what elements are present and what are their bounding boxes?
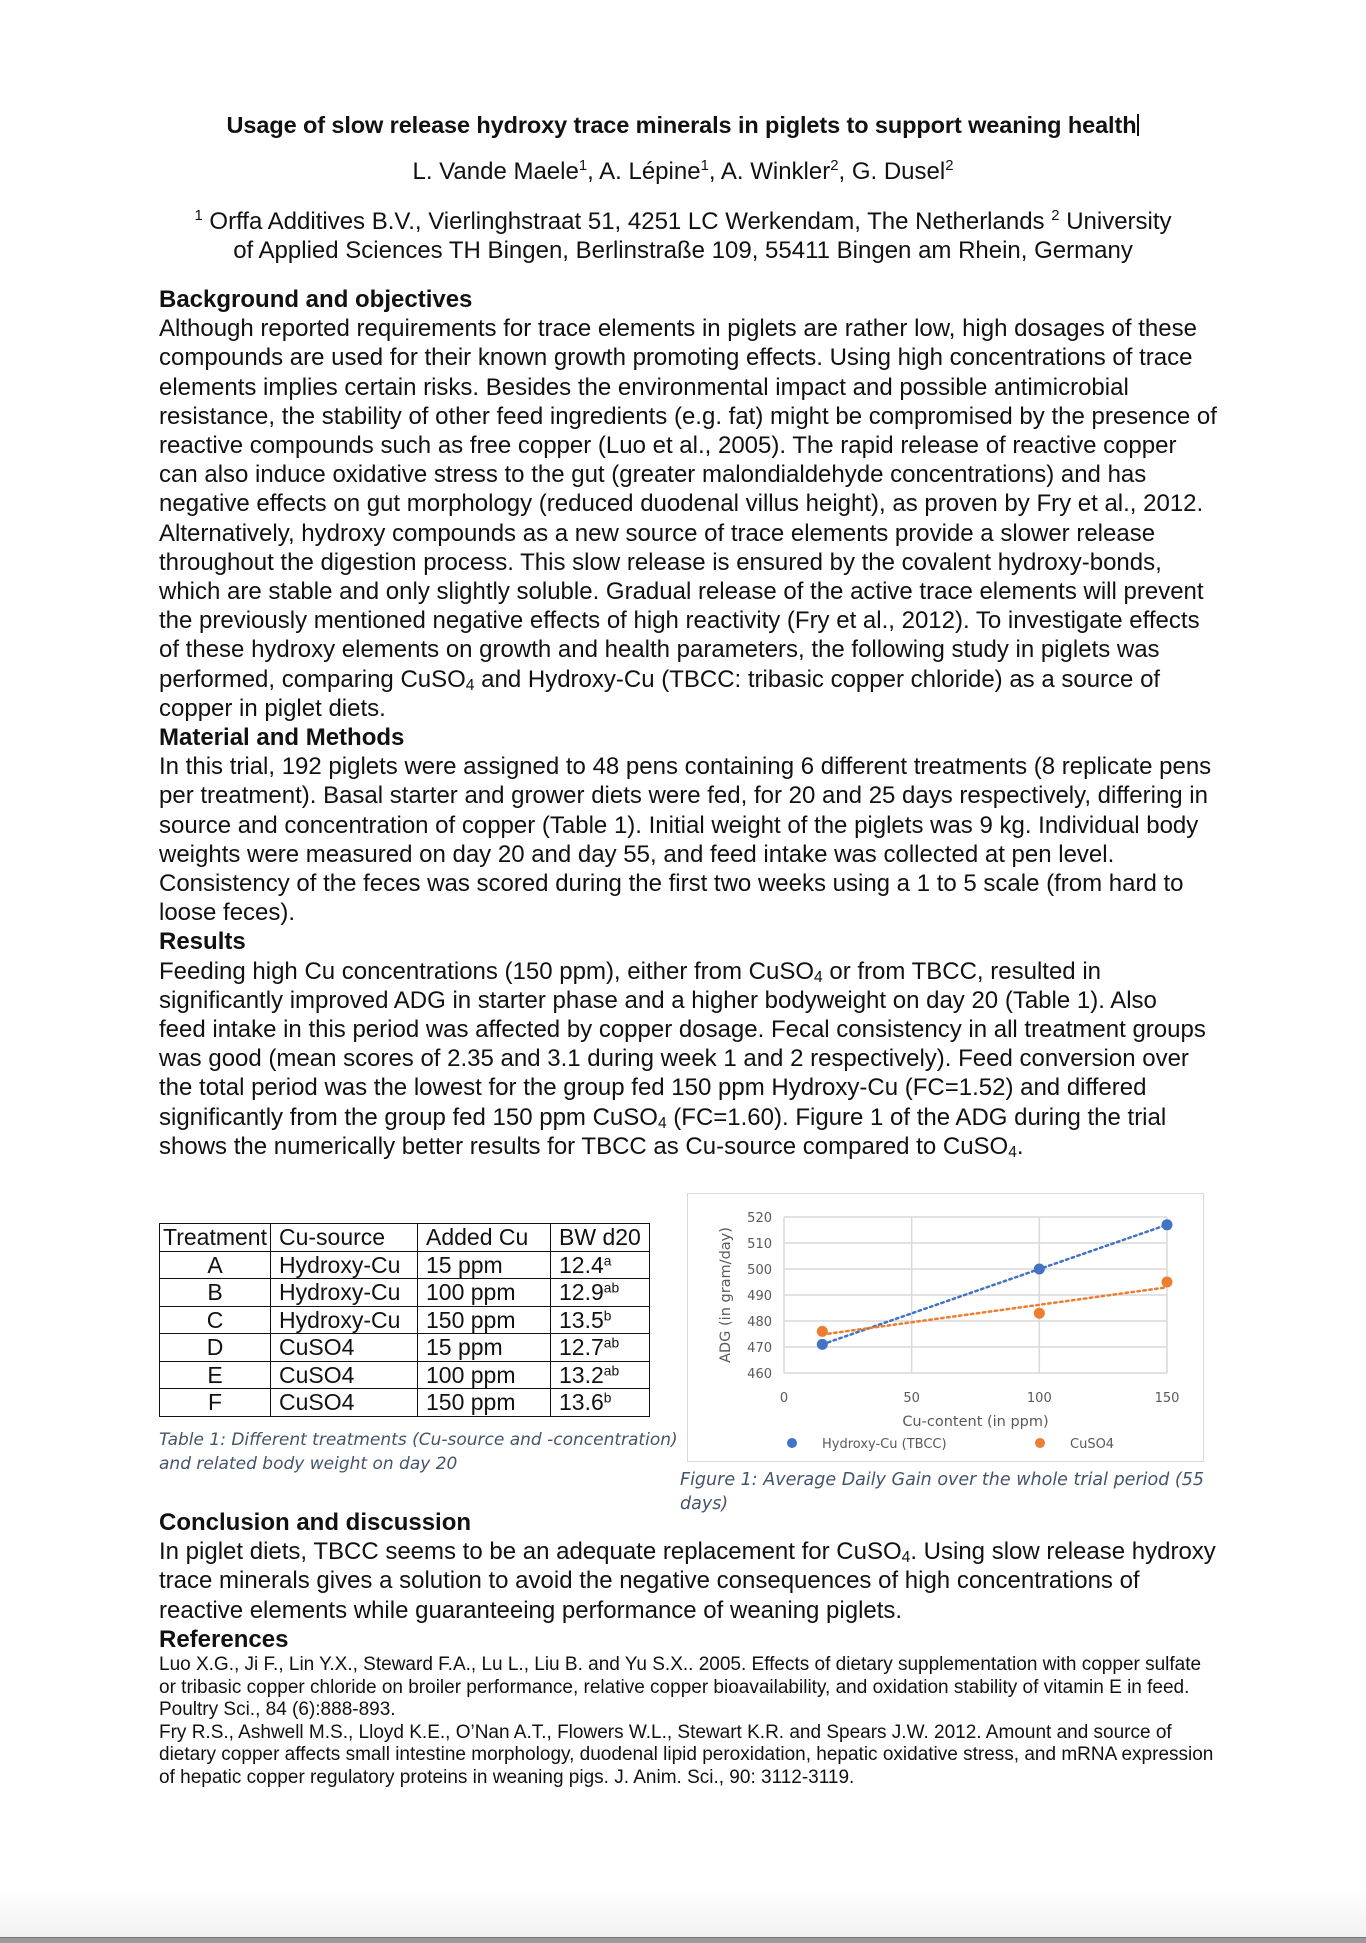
legend-label: Hydroxy-Cu (TBCC) (822, 1437, 947, 1452)
figure-caption: Figure 1: Average Daily Gain over the whole trial period (55 days) (680, 1470, 1204, 1514)
data-point-hydroxy-cu (817, 1339, 828, 1350)
y-tick-label: 490 (747, 1289, 772, 1304)
section-heading-conclusion: Conclusion and discussion (159, 1509, 472, 1536)
author-name: L. Vande Maele (412, 158, 579, 185)
affiliations (150, 207, 1216, 265)
window-scroll-bar[interactable] (0, 1937, 1366, 1943)
cell-cu-source: CuSO4 (271, 1389, 418, 1417)
data-point-hydroxy-cu (1162, 1219, 1173, 1230)
significance-letter: a (603, 1253, 612, 1269)
y-tick-label: 510 (747, 1237, 772, 1252)
bw-value: 12.7 (559, 1334, 604, 1361)
reference-item: Luo X.G., Ji F., Lin Y.X., Steward F.A., Lu L., Liu B. and Yu S.X.. 2005. Effects of dietary supplementation with copper sulfate or tribasic copper chloride on broiler performance, relative copper bioavailability, and oxidation stability of vitamin E in feed. Poultry Sci., 84 (6):888-893. (159, 1654, 1202, 1721)
text-cursor (1137, 114, 1139, 136)
cell-treatment: B (160, 1279, 271, 1307)
paper-title[interactable] (0, 112, 1366, 139)
conclusion-paragraph (159, 1537, 1219, 1625)
cell-treatment: C (160, 1306, 271, 1334)
significance-letter: ab (603, 1335, 620, 1351)
x-tick-label: 0 (779, 1391, 789, 1406)
background-text-end: and Hydroxy-Cu (TBCC: tribasic copper chloride) as a source of copper in piglet diets. (159, 665, 1161, 722)
cell-treatment: F (160, 1389, 271, 1417)
section-heading-methods: Material and Methods (159, 724, 405, 752)
x-axis-title: Cu-content (in ppm) (902, 1414, 1049, 1430)
legend-label: CuSO4 (1070, 1437, 1115, 1452)
data-point-cuso4 (817, 1326, 828, 1337)
bw-value: 12.4 (559, 1251, 604, 1278)
y-tick-label: 470 (747, 1341, 772, 1356)
author-affiliation-mark: 1 (700, 158, 709, 175)
author-name: G. Dusel (851, 158, 946, 185)
subscript: 4 (465, 676, 475, 694)
results-text: . (1016, 1132, 1024, 1160)
significance-letter: b (603, 1308, 612, 1324)
cell-added-cu: 150 ppm (418, 1306, 551, 1334)
significance-letter: ab (603, 1363, 620, 1379)
y-axis-title: ADG (in gram/day) (718, 1227, 734, 1363)
y-tick-label: 480 (747, 1315, 772, 1330)
author-name: A. Lépine (599, 158, 701, 185)
cell-treatment: E (160, 1361, 271, 1389)
table-header-row (160, 1224, 650, 1252)
cell-bw-d20 (551, 1279, 650, 1307)
author-affiliation-mark: 1 (578, 158, 588, 175)
table-row (160, 1334, 650, 1362)
bw-value: 12.9 (559, 1279, 604, 1306)
y-tick-label: 460 (747, 1367, 772, 1382)
subscript: 4 (1008, 1144, 1017, 1161)
affiliation-2-cont: of Applied Sciences TH Bingen, Berlinstraße 109, 55411 Bingen am Rhein, Germany (233, 237, 1133, 264)
cell-cu-source: CuSO4 (271, 1361, 418, 1389)
data-point-cuso4 (1034, 1308, 1045, 1319)
cell-bw-d20 (551, 1361, 650, 1389)
results-text: Feeding high Cu concentrations (150 ppm), either from CuSO (159, 957, 814, 985)
data-point-hydroxy-cu (1034, 1264, 1045, 1275)
table-caption: Table 1: Different treatments (Cu-source and -concentration) and related body weight on day 20 (159, 1430, 678, 1474)
cell-added-cu: 100 ppm (418, 1361, 551, 1389)
cell-added-cu: 150 ppm (418, 1389, 551, 1417)
cell-bw-d20 (551, 1306, 650, 1334)
subscript: 4 (657, 1114, 667, 1132)
subscript: 4 (901, 1549, 911, 1567)
methods-paragraph: In this trial, 192 piglets were assigned to 48 pens containing 6 different treatments (8 replicate pens per treatment). Basal starter and grower diets were fed, for 20 and 25 days respectively, differing in source and concentration of copper (Table 1). Initial weight of the piglets was 9 kg. Individual body weights were measured on day 20 and day 55, and feed intake was collected at pen level. Consistency of the feces was scored during the first two weeks using a 1 to 5 scale (from hard to loose feces). (159, 753, 1212, 927)
cell-bw-d20 (551, 1251, 650, 1279)
cell-cu-source: CuSO4 (271, 1334, 418, 1362)
cell-cu-source: Hydroxy-Cu (271, 1251, 418, 1279)
subscript: 4 (814, 968, 823, 986)
title-text: Usage of slow release hydroxy trace minerals in piglets to support weaning health (226, 112, 1137, 138)
y-tick-label: 520 (747, 1211, 772, 1226)
cell-bw-d20 (551, 1334, 650, 1362)
author-affiliation-mark: 2 (830, 158, 839, 175)
affiliation-mark: 2 (1051, 208, 1060, 225)
significance-letter: ab (603, 1280, 620, 1296)
affiliation-2: University (1066, 208, 1172, 235)
adg-chart (688, 1194, 1203, 1461)
x-tick-label: 50 (903, 1391, 920, 1406)
legend-marker (1035, 1438, 1045, 1448)
results-paragraph (159, 957, 1209, 1161)
table-row (160, 1361, 650, 1389)
column-header: Cu-source (271, 1224, 418, 1252)
data-point-cuso4 (1162, 1277, 1173, 1288)
x-tick-label: 150 (1154, 1391, 1180, 1406)
page-bottom-shadow (0, 1890, 1366, 1937)
author-list: L. Vande Maele$^1$, A. Lépine$^1$, A. Winkler$^2$, G. Dusel$^2$ (412, 158, 954, 185)
x-tick-label: 100 (1026, 1391, 1052, 1406)
conclusion-text: . Using slow release hydroxy trace minerals gives a solution to avoid the negative consequences of high concentrations of reactive elements while guaranteeing performance of weaning piglets. (159, 1538, 1216, 1624)
affiliation-1: Orffa Additives B.V., Vierlinghstraat 51, 4251 LC Werkendam, The Netherlands (209, 208, 1045, 235)
column-header: Treatment (160, 1224, 271, 1252)
background-paragraph (159, 314, 1219, 723)
table-row (160, 1279, 650, 1307)
column-header: Added Cu (418, 1224, 551, 1252)
reference-item: Fry R.S., Ashwell M.S., Lloyd K.E., O’Nan A.T., Flowers W.L., Stewart K.R. and Spears J.W. 2012. Amount and source of dietary copper affects small intestine morphology, duodenal lipid peroxidation, hepatic oxidative stress, and mRNA expression of hepatic copper regulatory proteins in weaning pigs. J. Anim. Sci., 90: 3112-3119. (159, 1721, 1214, 1788)
cell-cu-source: Hydroxy-Cu (271, 1306, 418, 1334)
section-heading-background: Background and objectives (159, 286, 473, 313)
results-text: or from TBCC, resulted in significantly improved ADG in starter phase and a higher bodyweight on day 20 (Table 1). Also feed intake in this period was affected by copper dosage. Fecal consistency in all treatment groups was good (mean scores of 2.35 and 3.1 during week 1 and 2 respectively). Feed conversion over the total period was the lowest for the group fed 150 ppm Hydroxy-Cu (FC=1.52) and differed significantly from the group fed 150 ppm CuSO (159, 957, 1206, 1131)
cell-cu-source: Hydroxy-Cu (271, 1279, 418, 1307)
cell-bw-d20 (551, 1389, 650, 1417)
table-row (160, 1251, 650, 1279)
bw-value: 13.6 (559, 1389, 604, 1416)
treatment-table (159, 1223, 650, 1417)
cell-treatment: A (160, 1251, 271, 1279)
author-affiliation-mark: 2 (945, 158, 954, 175)
significance-letter: b (603, 1390, 612, 1406)
cell-added-cu: 100 ppm (418, 1279, 551, 1307)
bw-value: 13.5 (559, 1306, 604, 1333)
table-row (160, 1389, 650, 1417)
column-header: BW d20 (551, 1224, 650, 1252)
section-heading-results: Results (159, 928, 246, 956)
affiliation-mark: 1 (194, 208, 203, 225)
bw-value: 13.2 (559, 1361, 604, 1388)
legend-marker (787, 1438, 797, 1448)
cell-treatment: D (160, 1334, 271, 1362)
chart-frame (687, 1193, 1204, 1462)
background-text: Although reported requirements for trace elements in piglets are rather low, high dosages of these compounds are used for their known growth promoting effects. Using high concentrations of trace elements implies certain risks. Besides the environmental impact and possible antimicrobial resistance, the stability of other feed ingredients (e.g. fat) might be compromised by the presence of reactive compounds such as free copper (Luo et al., 2005). The rapid release of reactive copper can also induce oxidative stress to the gut (greater malondialdehyde concentrations) and has negative effects on gut morphology (reduced duodenal villus height), as proven by Fry et al., 2012. Alternatively, hydroxy compounds as a new source of trace elements provide a slower release throughout the digestion process. This slow release is ensured by the covalent hydroxy-bonds, which are stable and only slightly soluble. Gradual release of the active trace elements will prevent the previously mentioned negative effects of high reactivity (Fry et al., 2012). To investigate effects of these hydroxy elements on growth and health parameters, the following study in piglets was performed, comparing CuSO (159, 315, 1217, 693)
reference-list (159, 1654, 1219, 1789)
body-text-upper (159, 285, 1219, 1161)
y-tick-label: 500 (747, 1263, 772, 1278)
body-text-lower (159, 1508, 1219, 1789)
conclusion-text: In piglet diets, TBCC seems to be an adequate replacement for CuSO (159, 1538, 902, 1566)
cell-added-cu: 15 ppm (418, 1334, 551, 1362)
section-heading-references: References (159, 1625, 289, 1653)
table-row (160, 1306, 650, 1334)
results-text: (FC=1.60). Figure 1 of the ADG during the trial shows the numerically better results for TBCC as Cu-source compared to CuSO (159, 1103, 1167, 1160)
cell-added-cu: 15 ppm (418, 1251, 551, 1279)
author-name: A. Winkler (720, 158, 831, 185)
